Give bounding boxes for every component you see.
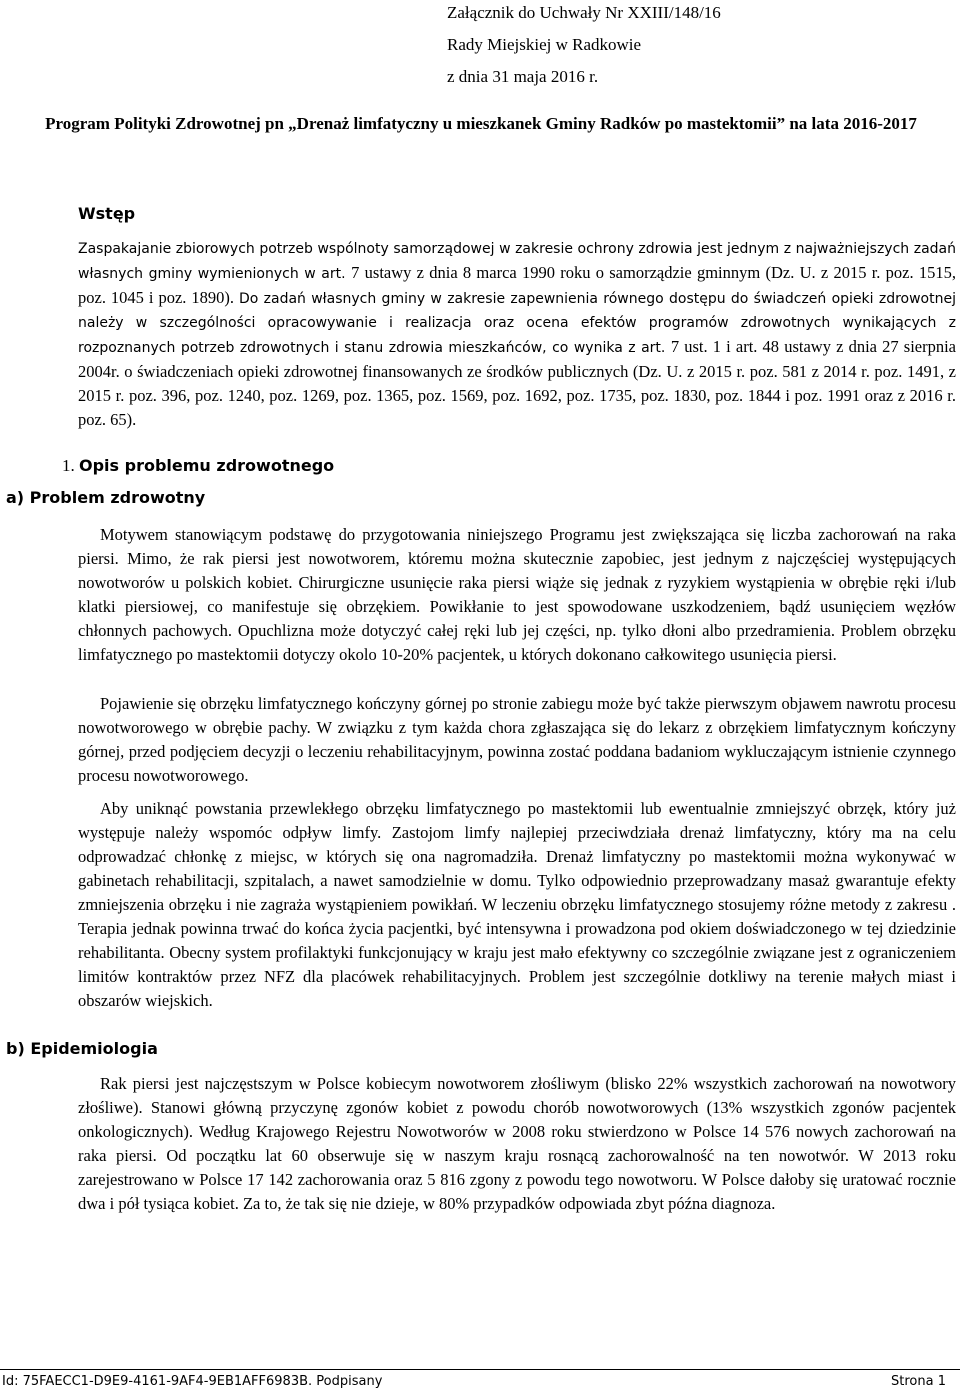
subsection-b-heading: b) Epidemiologia xyxy=(6,1039,158,1058)
intro-text-d: 7 ust. 1 i art. 48 ustawy z dnia 27 sierpnia 2004r. o świadczeniach opieki zdrowotnej finansowanych ze środków publicznych (Dz. U. z 2015 r. poz. 581 z 2014 r. poz. 1491, z 2015 r. poz. 396, poz. 1240, poz. 1269, poz. 1365, poz. 1569, poz. 1692, poz. 1735, poz. 1830, poz. 1844 i poz. 1991 oraz z 2016 r. poz. 65). xyxy=(78,337,957,429)
subsection-a-heading: a) Problem zdrowotny xyxy=(6,488,206,507)
footer-page-number: Strona 1 xyxy=(891,1374,946,1389)
document-title: Program Polityki Zdrowotnej pn „Drenaż limfatyczny u mieszkanek Gminy Radków po mastektomii” na lata 2016-2017 xyxy=(45,114,917,133)
intro-heading: Wstęp xyxy=(78,204,136,223)
intro-paragraph xyxy=(78,236,956,432)
paragraph-text: Aby uniknąć powstania przewlekłego obrzęku limfatycznego po mastektomii lub ewentualnie zmniejszyć obrzęk, który już występuje należy wspomóc odpływ limfy. Zastojom limfy najlepiej przeciwdziała drenaż limfatyczny, który ma na celu odprowadzać chłonkę z miejsc, w których się ona nagromadziła. Drenaż limfatyczny po mastektomii można wykonywać w gabinetach rehabilitacji, szpitalach, a nawet samodzielnie w domu. Tylko odpowiednio przeprowadzany masaż gwarantuje efekty zmniejszenia obrzęku i nie zagraża wystąpieniem powikłań. W leczeniu obrzęku limfatycznego stosujemy różne metody z zakresu . Terapia jednak powinna trwać do końca życia pacjentki, być intensywna i prowadzona pod okiem doświadczonego w tej dziedzinie rehabilitanta. Obecny system profilaktyki funkcjonujący w kraju jest mało efektywny co szczególnie związane jest z ograniczeniem limitów kontraktów przez NFZ dla placówek rehabilitacyjnych. Problem jest szczególnie dotkliwy na terenie małych miast i obszarów wiejskich. xyxy=(78,799,956,1010)
subsection-a-paragraph-1 xyxy=(78,523,956,667)
footer-document-id: Id: 75FAECC1-D9E9-4161-9AF4-9EB1AFF6983B. Podpisany xyxy=(2,1374,383,1389)
section-1-number: 1. xyxy=(62,456,75,475)
subsection-a-paragraph-2 xyxy=(78,692,956,788)
intro-text-a: Zaspakajanie zbiorowych potrzeb wspólnoty samorządowej w zakresie ochrony zdrowia jest jednym z najważniejszych zadań własnych gminy wymienionych w art. xyxy=(78,241,956,282)
section-1-title: Opis problemu zdrowotnego xyxy=(79,456,335,475)
subsection-b-paragraph xyxy=(78,1072,956,1216)
header-line-2: Rady Miejskiej w Radkowie xyxy=(447,35,642,54)
paragraph-text: Pojawienie się obrzęku limfatycznego kończyny górnej po stronie zabiegu może być także pierwszym objawem nawrotu procesu nowotworowego w obrębie pachy. W związku z tym każda chora zgłaszająca się do lekarz z obrzękiem limfatycznym kończyny górnej, przed podjęciem decyzji o leczeniu rehabilitacyjnym, powinna zostać poddana badaniom wykluczającym istnienie czynnego procesu nowotworowego. xyxy=(78,694,956,785)
subsection-a-paragraph-3 xyxy=(78,797,956,1013)
section-1-heading xyxy=(62,456,334,476)
header-line-3: z dnia 31 maja 2016 r. xyxy=(447,67,599,86)
intro-text-c: Do zadań własnych gminy w zakresie zapewnienia równego dostępu do świadczeń opieki zdrowotnej należy w szczególności opracowywanie i realizacja oraz ocena efektów programów zdrowotnych wynikających z rozpoznanych potrzeb zdrowotnych i stanu zdrowia mieszkańców, co wynika z art. xyxy=(78,290,956,357)
paragraph-text: Rak piersi jest najczęstszym w Polsce kobiecym nowotworem złośliwym (blisko 22% wszystkich zachorowań na nowotwory złośliwe). Stanowi główną przyczynę zgonów kobiet z powodu chorób nowotworowych (13% wszystkich zgonów pacjentek onkologicznych). Według Krajowego Rejestru Nowotworów w 2008 roku stwierdzono w Polsce 14 576 nowych zachorowań na raka piersi. Od początku lat 60 obserwuje się w naszym kraju rosnącą zachorowalność na ten nowotwór. W 2013 roku zarejestrowano w Polsce 17 142 zachorowania oraz 5 816 zgony z powodu tego nowotworu. W Polsce dałoby się uratować rocznie dwa i pół tysiąca kobiet. Za to, że tak się nie dzieje, w 80% przypadków odpowiada zbyt późna diagnoza. xyxy=(78,1074,956,1213)
header-line-1: Załącznik do Uchwały Nr XXIII/148/16 xyxy=(447,3,721,22)
paragraph-text: Motywem stanowiącym podstawę do przygotowania niniejszego Programu jest zwiększająca się liczba zachorowań na raka piersi. Mimo, że rak piersi jest nowotworem, któremu można skutecznie zapobiec, jest jednym z najczęściej występujących nowotworów u polskich kobiet. Chirurgiczne usunięcie raka piersi wiąże się jednak z ryzykiem wystąpienia w obrębie ręki i/lub klatki piersiowej, co manifestuje się obrzękiem. Powikłanie to jest spowodowane uszkodzeniem, bądź usunięciem węzłów chłonnych pachowych. Opuchlizna może dotyczyć całej ręki lub jej części, np. tylko dłoni albo przedramienia. Problem obrzęku limfatycznego po mastektomii dotyczy okolo 10-20% pacjentek, u których dokonano całkowitego usunięcia piersi. xyxy=(78,525,956,664)
intro-text-b: 7 ustawy z dnia 8 marca 1990 roku o samorządzie gminnym (Dz. U. z 2015 r. poz. 1515, poz. 1045 i poz. 1890). xyxy=(78,262,956,307)
footer-divider xyxy=(0,1369,960,1370)
